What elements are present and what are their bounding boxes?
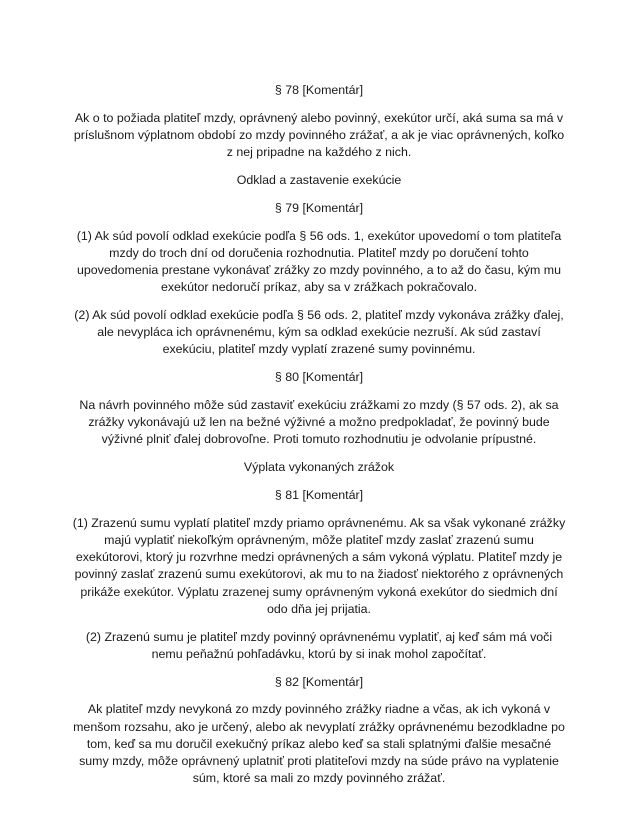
section-79-paragraph-1: (1) Ak súd povolí odklad exekúcie podľa § 56 ods. 1, exekútor upovedomí o tom platiteľa mzdy do troch dní od doručenia rozhodnutia. Platiteľ mzdy po doručení tohto upovedomenia prestane vykonávať zrážky zo mzdy povinného, a to až do času, kým mu exekútor nedoručí príkaz, aby sa v zrážkach pokračovalo. [76, 228, 562, 295]
section-79-heading: § 79 [Komentár] [274, 200, 364, 215]
section-81-paragraph-2: (2) Zrazenú sumu je platiteľ mzdy povinný oprávnenému vyplatiť, aj keď sám má voči nemu peňažnú pohľadávku, ktorú by si inak mohol započítať. [85, 629, 553, 661]
document-page [72, 82, 566, 798]
section-80-text: Na návrh povinného môže súd zastaviť exekúciu zrážkami zo mzdy (§ 57 ods. 2), ak sa zrážky vykonávajú už len na bežné výživné a možno predpokladať, že povinný bude výživné plniť ďalej dobrovoľne. Proti tomuto rozhodnutiu je odvolanie prípustné. [79, 398, 559, 447]
section-78-text: Ak o to požiada platiteľ mzdy, oprávnený alebo povinný, exekútor určí, aká suma sa má v príslušnom výplatnom období zo mzdy povinného zrážať, a ak je viac oprávnených, koľko z nej pripadne na každého z nich. [73, 110, 565, 160]
odklad-heading: Odklad a zastavenie exekúcie [236, 173, 402, 187]
section-82-text: Ak platiteľ mzdy nevykoná zo mzdy povinného zrážky riadne a včas, ak ich vykoná v menšom rozsahu, ako je určený, alebo ak nevyplatí zrážky oprávnenému bezodkladne po tom, keď sa mu doručil exekučný príkaz alebo keď sa stali splatnými ďalšie mesačné sumy mzdy, môže oprávnený uplatniť proti platiteľovi mzdy na súde právo na vyplatenie súm, ktoré sa mali zo mzdy povinného zrážať. [73, 702, 565, 786]
section-78-heading: § 78 [Komentár] [274, 83, 364, 97]
section-79-paragraph-2: (2) Ak súd povolí odklad exekúcie podľa § 56 ods. 2, platiteľ mzdy vykonáva zrážky ďalej, ale nevypláca ich oprávnenému, kým sa odklad exekúcie nezruší. Ak súd zastaví exekúciu, platiteľ mzdy vyplatí zrazené sumy povinnému. [74, 308, 564, 357]
section-81-paragraph-1: (1) Zrazenú sumu vyplatí platiteľ mzdy priamo oprávnenému. Ak sa však vykonané zrážky majú vyplatiť niekoľkým oprávneným, môže platiteľ mzdy zaslať zrazenú sumu exekútorovi, ktorý ju rozvrhne medzi oprávnených a sám vykoná výplatu. Platiteľ mzdy je povinný zaslať zrazenú sumu exekútorovi, ak mu to na žiadosť niektorého z oprávnených prikáže exekútor. Výplatu zrazenej sumy oprávneným vykoná exekútor do siedmich dní odo dňa jej prijatia. [72, 515, 566, 616]
vyplata-heading: Výplata vykonaných zrážok [243, 460, 395, 475]
section-82-heading: § 82 [Komentár] [274, 674, 364, 689]
section-80-heading: § 80 [Komentár] [274, 370, 364, 385]
section-81-heading: § 81 [Komentár] [274, 488, 364, 502]
